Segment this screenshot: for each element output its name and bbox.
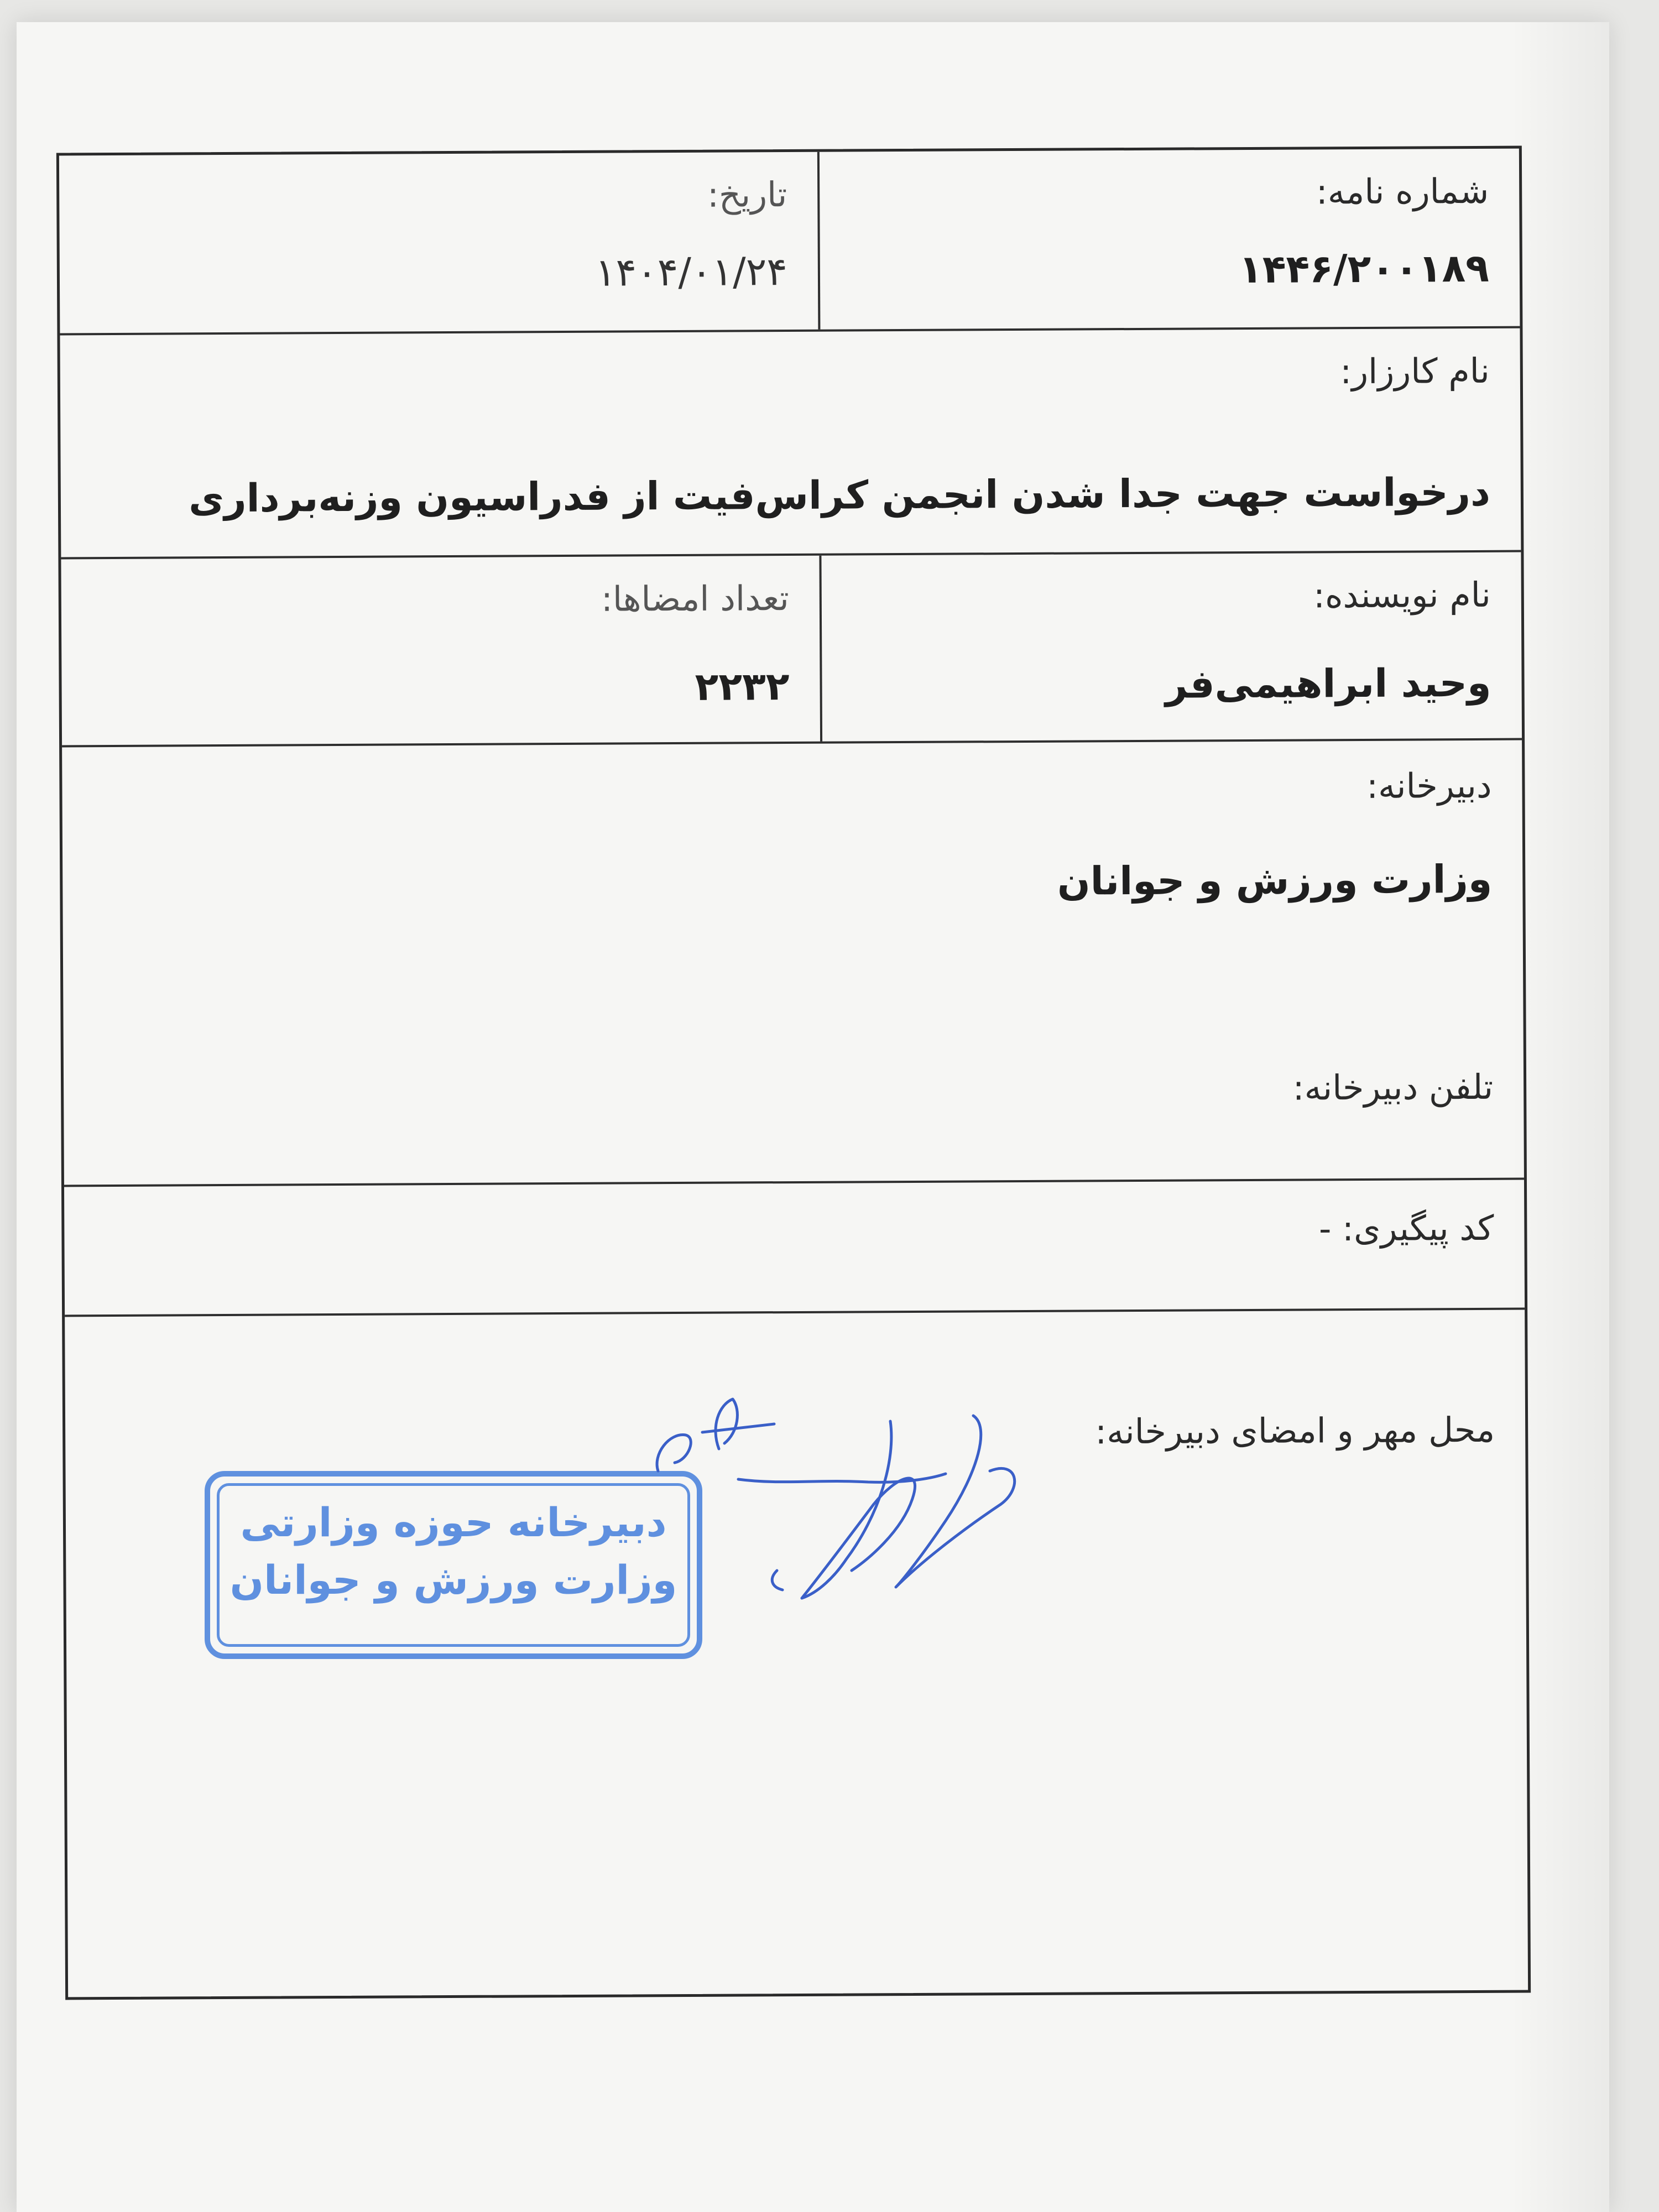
row-campaign: [60, 328, 1521, 560]
date-value: ۱۴۰۴/۰۱/۲۴: [594, 249, 788, 295]
author-cell: [816, 552, 1522, 742]
signature-stroke-3: [702, 1424, 774, 1432]
secretariat-value: وزارت ورزش و جوانان: [1057, 856, 1493, 904]
signature-stroke-1: [657, 1435, 691, 1471]
signatures-label: تعداد امضاها:: [601, 578, 789, 619]
secretariat-phone-label: تلفن دبیرخانه:: [1292, 1066, 1494, 1108]
campaign-title: درخواست جهت جدا شدن انجمن کراس‌فیت از فدراسیون وزنه‌برداری: [188, 469, 1491, 521]
signatures-cell: [61, 556, 822, 745]
signature-stroke-5: [802, 1421, 891, 1598]
tracking-code-line: [1319, 1208, 1494, 1249]
tracking-code-value: -: [1318, 1208, 1332, 1249]
tracking-code-label: کد پیگیری:: [1342, 1207, 1494, 1249]
author-name: وحید ابراهیمی‌فر: [1165, 660, 1491, 707]
row-tracking: [64, 1180, 1525, 1317]
stamp-line-1: دبیرخانه حوزه وزارتی: [240, 1499, 667, 1546]
stamp-line-2: وزارت ورزش و جوانان: [229, 1557, 677, 1604]
petition-form: [56, 146, 1531, 2000]
signature-stroke-8: [772, 1571, 782, 1590]
secretariat-label: دبیرخانه:: [1366, 765, 1492, 806]
signature-stroke-6: [802, 1478, 915, 1598]
row-letter-info: [59, 149, 1520, 336]
letter-number-value: ۱۴۴۶/۲۰۰۱۸۹: [1238, 245, 1490, 293]
row-author: [61, 552, 1522, 748]
letter-number-label: شماره نامه:: [1316, 170, 1489, 212]
stamp-inner-frame: [217, 1483, 690, 1647]
author-label: نام نویسنده:: [1313, 574, 1491, 616]
signature-stroke-7: [896, 1416, 1015, 1587]
date-cell: [59, 152, 821, 333]
date-label: تاریخ:: [707, 174, 787, 215]
secretariat-stamp: [205, 1471, 702, 1659]
row-secretariat: [62, 740, 1524, 1187]
letter-number-cell: [814, 149, 1520, 330]
campaign-label: نام کارزار:: [1340, 350, 1490, 392]
seal-label: محل مهر و امضای دبیرخانه:: [1095, 1409, 1495, 1452]
signature-stroke-2: [716, 1399, 737, 1449]
handwritten-signature: [636, 1360, 1034, 1648]
signatures-count: ۲۲۳۲: [695, 664, 790, 709]
